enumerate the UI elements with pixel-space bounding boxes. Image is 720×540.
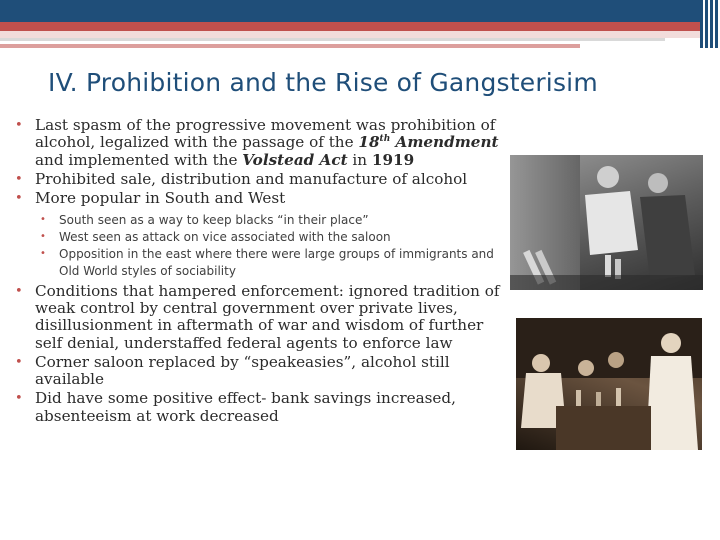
slide-title: IV. Prohibition and the Rise of Gangsterisim [48, 68, 598, 97]
sub-bullet-text: West seen as attack on vice associated with the saloon [59, 230, 391, 245]
year-1919: 1919 [371, 150, 415, 169]
sub-bullet-icon: • [40, 214, 46, 226]
photo-agents-with-bottles [510, 155, 703, 290]
bullet-list-2 [14, 283, 500, 425]
sub-bullet-icon: • [40, 248, 46, 260]
banner-gray-line [0, 38, 665, 41]
bullet-icon: • [15, 283, 23, 299]
bullet-text: in [347, 150, 372, 169]
bullet-south-west [14, 190, 500, 207]
photo-agents-drawing [510, 155, 703, 290]
bullet-text: and implemented with the [35, 150, 243, 169]
photo-speakeasy [516, 318, 702, 450]
banner-dark-band [0, 0, 700, 22]
bullet-enforcement [14, 283, 500, 352]
sub-bullet-south [14, 212, 500, 229]
header-banner [0, 0, 720, 48]
sub-bullet-text: Opposition in the east where there were large groups of immigrants and Old World styles of sociability [59, 247, 494, 278]
bullet-text: Corner saloon replaced by “speakeasies”, alcohol still available [35, 352, 450, 389]
bullet-icon: • [15, 171, 23, 187]
bullet-text: Prohibited sale, distribution and manufacture of alcohol [35, 169, 468, 188]
sub-bullet-list [14, 212, 500, 279]
banner-stripes [700, 0, 720, 48]
volstead-act: Volstead Act [242, 150, 348, 169]
banner-accent-line [0, 44, 580, 48]
bullet-list [14, 117, 500, 207]
bullet-progressive-movement [14, 117, 500, 169]
bullet-positive-effect [14, 390, 500, 425]
bullet-prohibited-sale [14, 171, 500, 188]
banner-red-band [0, 22, 700, 31]
slide-body [14, 117, 500, 427]
bullet-icon: • [15, 354, 23, 370]
bullet-text: Last spasm of the progressive movement was prohibition of alcohol, legalized with the passage of the [35, 116, 496, 152]
bullet-icon: • [15, 391, 23, 407]
photo-speakeasy-drawing [516, 318, 702, 450]
sub-bullet-west [14, 229, 500, 246]
banner-pale-band [0, 31, 700, 38]
bullet-icon: • [15, 191, 23, 207]
bullet-text: More popular in South and West [35, 189, 286, 208]
sub-bullet-icon: • [40, 231, 46, 243]
amendment-number: 18th Amendment [358, 133, 499, 152]
bullet-speakeasies [14, 354, 500, 389]
bullet-icon: • [15, 118, 23, 133]
sub-bullet-east [14, 246, 500, 280]
sub-bullet-text: South seen as a way to keep blacks “in their place” [59, 213, 369, 228]
bullet-text: Did have some positive effect- bank savings increased, absenteeism at work decreased [35, 389, 456, 425]
bullet-text: Conditions that hampered enforcement: ignored tradition of weak control by central government over private lives, disillusionment in aftermath of war and wisdom of further self denial, understaffed federal agents to enforce law [35, 281, 500, 352]
